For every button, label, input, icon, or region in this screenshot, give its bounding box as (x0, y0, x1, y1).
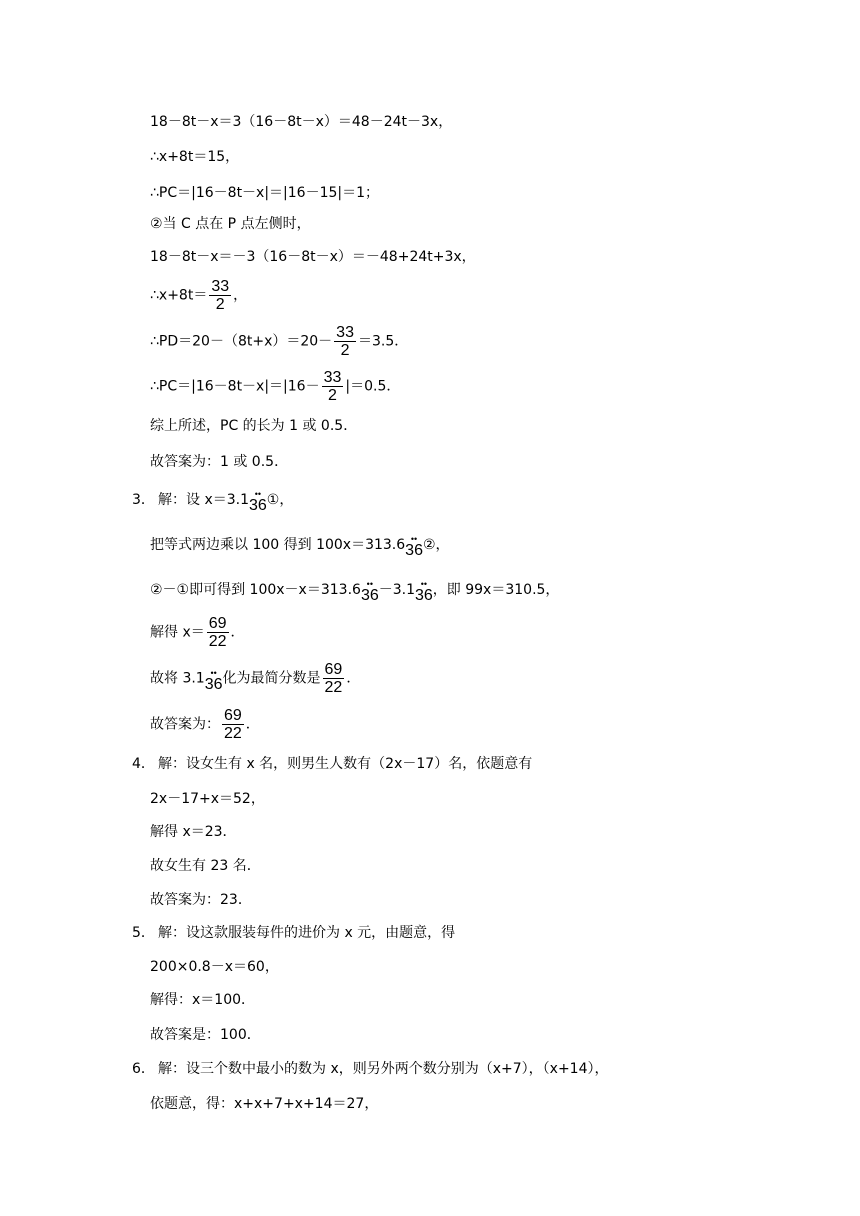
problem-number: 6． (132, 1061, 155, 1077)
fraction (222, 707, 244, 742)
text-segment: 故将 3.1 (150, 670, 205, 687)
formula-line (150, 707, 260, 742)
repeat-dots: •• (366, 579, 373, 589)
repeat-dots: •• (254, 489, 262, 499)
text-line: 2x－17+x＝52， (150, 791, 265, 807)
text-line: 18－8t－x＝3（16－8t－x）＝48－24t－3x， (150, 114, 453, 130)
text-segment: ＝3.5． (357, 333, 409, 350)
repeating-decimal (360, 579, 379, 606)
repeat-dots: •• (410, 534, 418, 544)
fraction (334, 324, 356, 359)
fraction (322, 369, 344, 404)
formula-line (150, 535, 450, 561)
fraction-denominator: 22 (208, 633, 227, 650)
text-segment: 解得 x＝ (150, 624, 205, 641)
formula-line (158, 490, 293, 516)
text-segment: 故答案为： (150, 716, 220, 733)
problem-number: 3． (132, 492, 155, 508)
fraction-numerator: 69 (224, 707, 242, 724)
text-line: 依题意，得：x+x+7+x+14＝27， (150, 1096, 379, 1112)
text-segment: 化为最简分数是 (222, 670, 321, 687)
text-segment: ． (346, 670, 361, 687)
text-line: 故答案是：100． (150, 1027, 261, 1043)
repeating-decimal (415, 579, 433, 606)
fraction-denominator: 22 (324, 679, 343, 696)
text-line: 综上所述，PC 的长为 1 或 0.5． (150, 418, 358, 434)
repeat-digits: 36 (204, 675, 223, 693)
repeat-digits: 36 (360, 587, 379, 604)
problem-number: 5． (132, 925, 155, 941)
text-line: 故答案为：1 或 0.5． (150, 454, 289, 470)
text-segment: ， (233, 287, 248, 304)
repeat-dots: •• (210, 667, 217, 678)
repeat-digits: 36 (249, 497, 267, 514)
repeating-decimal (249, 489, 267, 516)
fraction-denominator: 2 (340, 342, 350, 359)
text-segment: ∴PC＝|16－8t－x|＝|16－ (150, 378, 320, 395)
text-line: 解：设女生有 x 名，则男生人数有（2x－17）名，依题意有 (158, 756, 533, 772)
repeat-dots: •• (420, 579, 428, 589)
text-segment: ②－①即可得到 100x－x＝313.6 (150, 582, 361, 598)
fraction-denominator: 22 (224, 725, 242, 742)
text-line: ∴PC＝|16－8t－x|＝|16－15|＝1； (150, 185, 380, 201)
text-segment: ，即 99x＝310.5， (432, 582, 560, 598)
formula-line (150, 324, 408, 359)
fraction-numerator: 69 (324, 661, 343, 678)
fraction-numerator: 33 (336, 324, 354, 341)
fraction-numerator: 33 (211, 278, 230, 295)
fraction-numerator: 69 (208, 615, 227, 632)
text-segment: ． (245, 716, 260, 733)
fraction (323, 661, 345, 696)
formula-line (150, 661, 360, 696)
formula-line (150, 278, 247, 313)
formula-line (150, 615, 245, 650)
text-segment: 把等式两边乘以 100 得到 100x＝313.6 (150, 537, 406, 553)
problem-number: 4． (132, 756, 155, 772)
text-line: 故女生有 23 名． (150, 858, 261, 874)
text-line: 200×0.8－x＝60， (150, 959, 279, 975)
text-line: 解：设这款服装每件的进价为 x 元，由题意，得 (158, 925, 456, 941)
repeat-digits: 36 (415, 587, 433, 604)
text-line: 解得：x＝100． (150, 992, 256, 1008)
text-line: 解：设三个数中最小的数为 x，则另外两个数分别为（x+7），（x+14）， (158, 1061, 609, 1077)
text-line: ∴x+8t＝15， (150, 149, 240, 165)
text-line: 故答案为：23． (150, 892, 252, 908)
text-segment: |＝0.5． (345, 378, 401, 395)
text-line: 18－8t－x＝－3（16－8t－x）＝－48+24t+3x， (150, 249, 476, 265)
text-segment: ①， (266, 492, 294, 508)
fraction (207, 615, 229, 650)
text-line: ②当 C 点在 P 点左侧时， (150, 216, 311, 232)
repeating-decimal (405, 534, 423, 561)
repeating-decimal (204, 667, 223, 695)
text-segment: ②， (422, 537, 450, 553)
formula-line (150, 580, 559, 606)
text-segment: ∴PD＝20－（8t+x）＝20－ (150, 333, 333, 350)
text-segment: －3.1 (378, 582, 415, 598)
fraction-denominator: 2 (215, 296, 225, 313)
fraction-numerator: 33 (323, 369, 342, 386)
text-segment: 解：设 x＝3.1 (158, 492, 249, 508)
text-segment: ∴x+8t＝ (150, 287, 208, 304)
repeat-digits: 36 (405, 542, 423, 559)
fraction-denominator: 2 (328, 387, 337, 404)
text-line: 解得 x＝23． (150, 824, 237, 840)
fraction (209, 278, 231, 313)
text-segment: ． (230, 624, 245, 641)
formula-line (150, 369, 400, 404)
